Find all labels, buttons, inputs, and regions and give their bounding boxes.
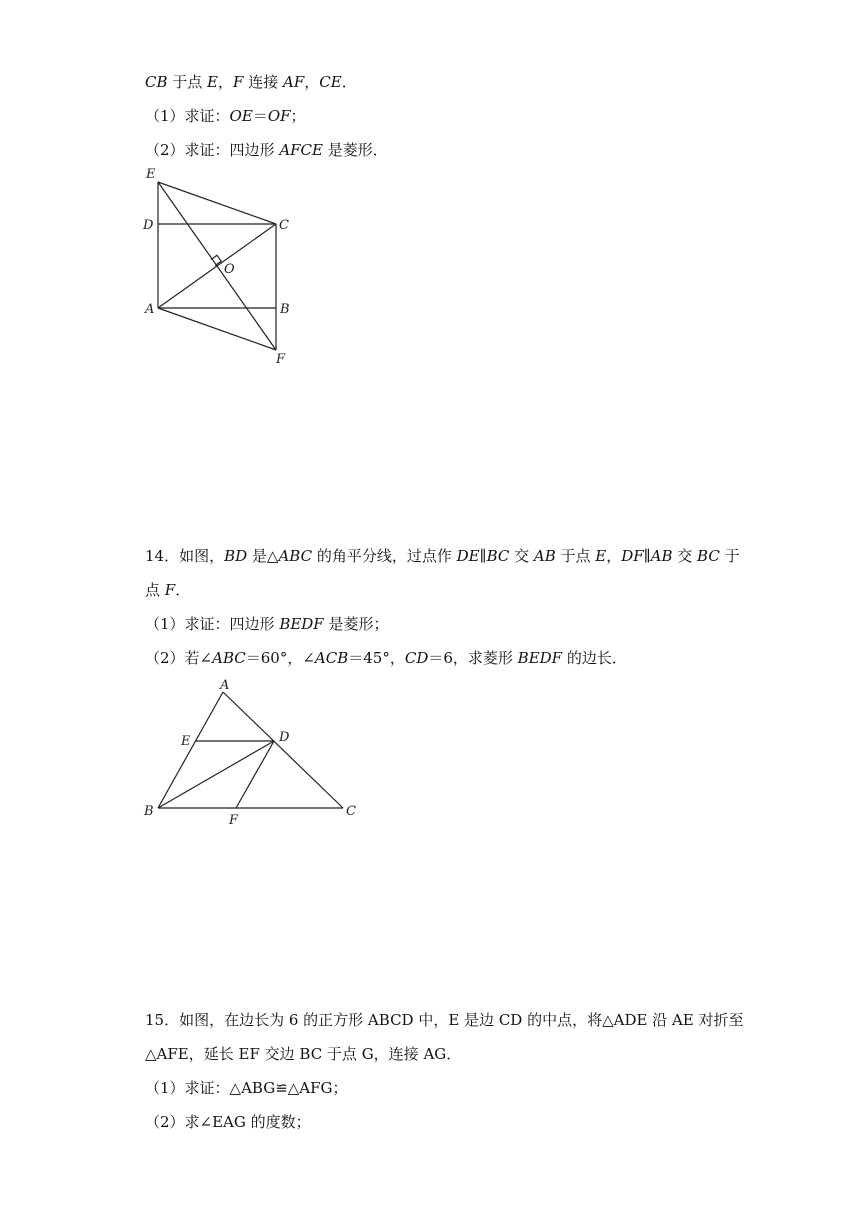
text-segment: 15．如图，在边长为 6 的正方形 ABCD 中，E 是边 CD 的中点，将△ADE 沿 AE 对折至 [145,1011,744,1029]
text-segment: AF [282,73,305,91]
text-segment: DE [456,547,480,565]
q14-label-F: F [229,813,239,828]
text-segment: 是菱形； [323,615,389,633]
text-segment: ABC [278,547,313,565]
q13-label-E: E [146,167,156,182]
text-segment: ； [290,107,306,125]
text-segment: 14．如图， [145,547,225,565]
q13-text-line1 [145,72,357,92]
text-segment: △AFE，延长 EF 交边 BC 于点 G，连接 AG． [145,1045,462,1063]
text-segment: ACB [314,649,349,667]
q14-label-D: D [279,730,290,745]
text-segment: CB [145,73,168,91]
text-segment: 的边长． [562,649,627,667]
q14-label-B: B [144,804,154,819]
text-segment: 于点 [167,73,208,91]
q13-edge-EF [158,182,276,350]
text-segment: （1）求证： [145,107,230,125]
text-segment: BD [224,547,248,565]
text-segment: 点 [145,581,165,599]
q14-text-line1 [145,546,740,566]
text-segment: ∥ [643,547,651,565]
q13-label-D: D [143,218,154,233]
q15-part1 [145,1078,348,1098]
q13-right-angle-mark [211,255,221,265]
q14-label-E: E [181,734,191,749]
q14-part2 [145,648,627,668]
q15-text-line2 [145,1044,461,1064]
q13-edge-AF [158,308,276,350]
text-segment: DF [621,547,644,565]
q13-part2 [145,140,388,160]
text-segment: ＝45°， [348,649,405,667]
text-segment: ＝60°，∠ [245,649,315,667]
text-segment: ． [175,581,191,599]
text-segment: （1）求证：△ABG≌△AFG； [145,1079,348,1097]
q13-label-F: F [276,352,286,367]
text-segment: ， [304,73,320,91]
text-segment: OE [229,107,253,125]
text-segment: 连接 [243,73,283,91]
text-segment: AB [533,547,556,565]
text-segment: BC [697,547,720,565]
text-segment: E [207,73,218,91]
text-segment: 于 [719,547,740,565]
text-segment: （1）求证：四边形 [145,615,280,633]
text-segment: （2）求∠EAG 的度数； [145,1113,311,1131]
q13-label-A: A [145,302,155,317]
text-segment: AB [650,547,673,565]
text-segment: ． [341,73,357,91]
text-segment: F [164,581,176,599]
text-segment: OF [267,107,291,125]
q13-label-O: O [224,262,235,277]
q14-label-C: C [346,804,356,819]
text-segment: 是△ [247,547,279,565]
text-segment: 是菱形． [322,141,388,159]
q14-figure-lines [158,692,343,808]
text-segment: ＝6，求菱形 [428,649,518,667]
text-segment: （2）若∠ [145,649,213,667]
text-segment: ， [606,547,622,565]
q14-edge-AB [158,692,223,808]
text-segment: BEDF [279,615,324,633]
q13-edge-AC [158,224,276,308]
text-segment: 的角平分线，过点作 [312,547,457,565]
q13-edge-EC [158,182,276,224]
text-segment: ， [218,73,234,91]
q15-text-line1 [145,1010,744,1030]
q14-text-line2 [145,580,190,600]
q13-label-B: B [280,302,290,317]
text-segment: （2）求证：四边形 [145,141,280,159]
text-segment: 于点 [555,547,596,565]
q14-edge-BD [158,741,274,808]
q13-part1 [145,106,306,126]
text-segment: CE [319,73,342,91]
text-segment: ＝ [252,107,268,125]
text-segment: AFCE [279,141,323,159]
text-segment: ABC [212,649,246,667]
text-segment: E [595,547,607,565]
q14-part1 [145,614,389,634]
q13-label-C: C [279,218,289,233]
text-segment: 交 [509,547,534,565]
q13-figure-lines [158,182,276,350]
text-segment: F [233,73,244,91]
q15-part2 [145,1112,311,1132]
q14-label-A: A [220,678,230,693]
q14-edge-DF [236,741,274,808]
text-segment: CD [404,649,429,667]
text-segment: 交 [672,547,698,565]
text-segment: ∥ [479,547,487,565]
text-segment: BEDF [517,649,563,667]
text-segment: BC [486,547,510,565]
q14-edge-AC [223,692,343,808]
